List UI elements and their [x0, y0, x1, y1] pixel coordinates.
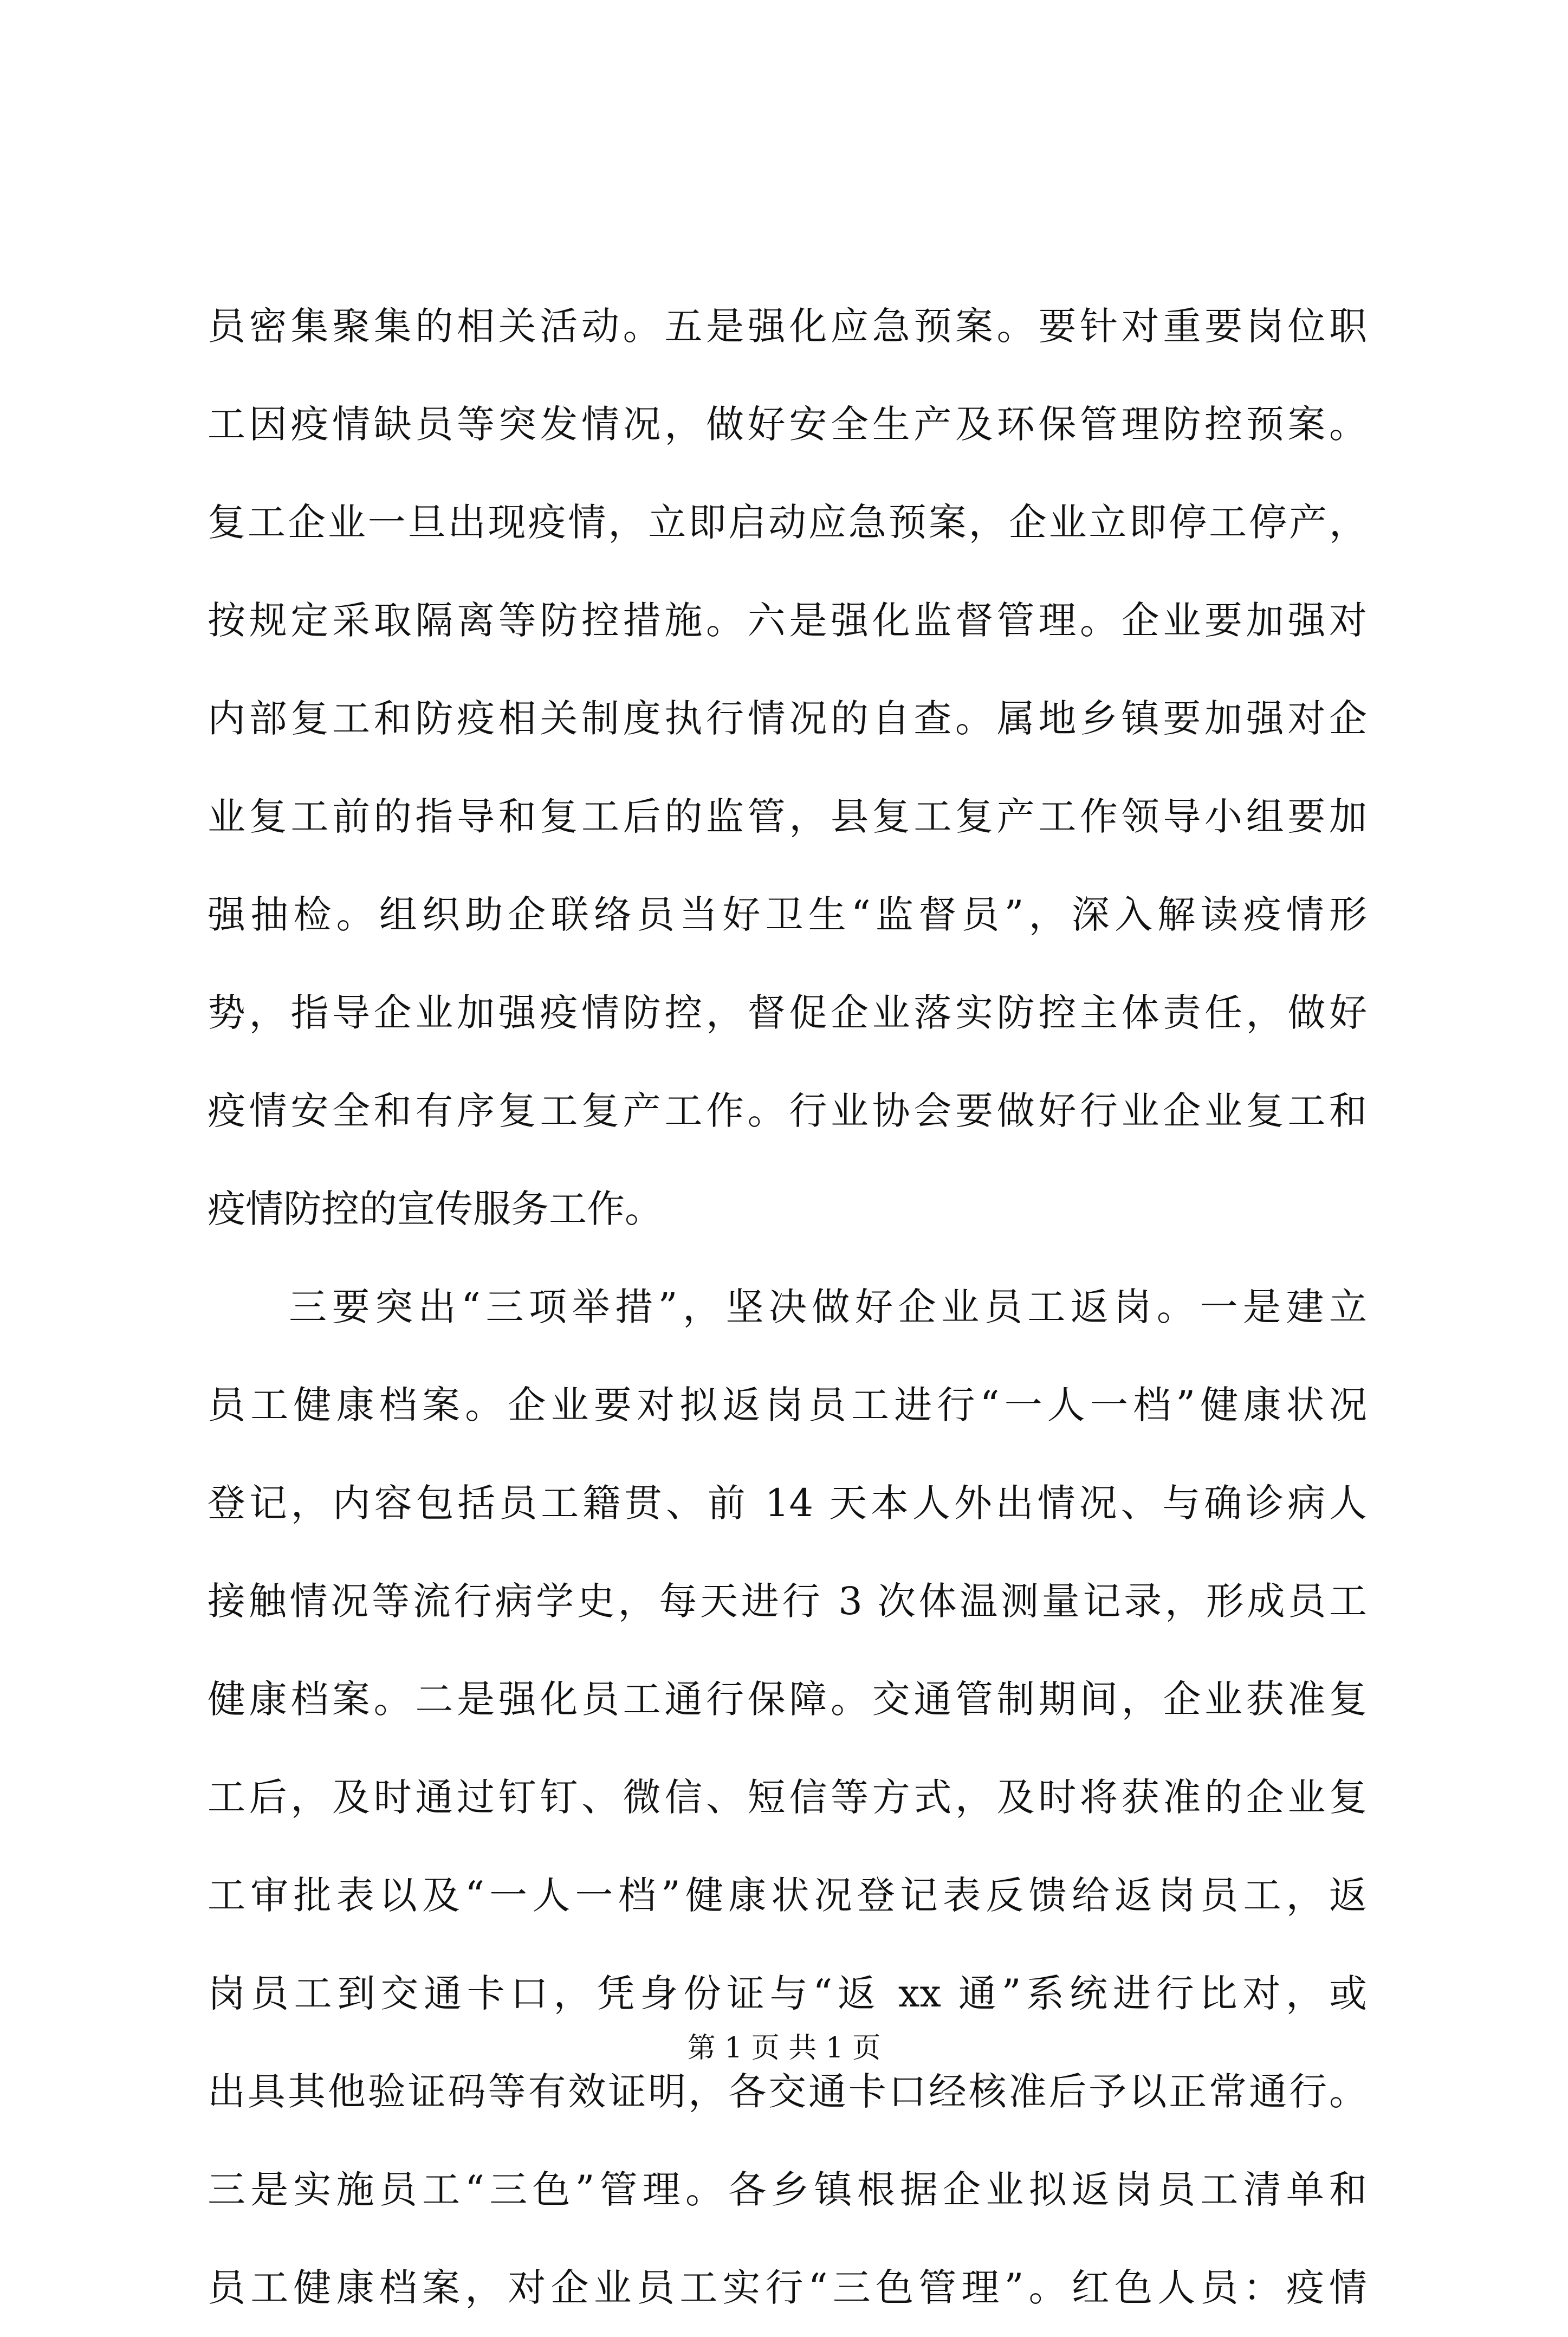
- text-line-paragraph-start: 三要突出“三项举措”，坚决做好企业员工返岗。一是建立: [289, 1285, 1367, 1329]
- text-line: 员工健康档案，对企业员工实行“三色管理”。红色人员：疫情: [208, 2265, 1367, 2310]
- text-line: 强抽检。组织助企联络员当好卫生“监督员”，深入解读疫情形: [208, 892, 1367, 937]
- text-line: 疫情安全和有序复工复产工作。行业协会要做好行业企业复工和: [208, 1089, 1367, 1133]
- text-line: 工审批表以及“一人一档”健康状况登记表反馈给返岗员工，返: [208, 1873, 1367, 1918]
- text-line: 员密集聚集的相关活动。五是强化应急预案。要针对重要岗位职: [208, 304, 1367, 348]
- text-line: 接触情况等流行病学史，每天进行 3 次体温测量记录，形成员工: [208, 1579, 1367, 1623]
- text-line: 内部复工和防疫相关制度执行情况的自查。属地乡镇要加强对企: [208, 696, 1367, 741]
- text-line: 工后，及时通过钉钉、微信、短信等方式，及时将获准的企业复: [208, 1775, 1367, 1820]
- text-line: 健康档案。二是强化员工通行保障。交通管制期间，企业获准复: [208, 1677, 1367, 1721]
- text-line: 按规定采取隔离等防控措施。六是强化监督管理。企业要加强对: [208, 598, 1367, 643]
- text-line: 业复工前的指导和复工后的监管，县复工复产工作领导小组要加: [208, 794, 1367, 839]
- text-line-paragraph-end: 疫情防控的宣传服务工作。: [208, 1187, 663, 1231]
- text-line: 员工健康档案。企业要对拟返岗员工进行“一人一档”健康状况: [208, 1383, 1367, 1427]
- text-line: 出具其他验证码等有效证明，各交通卡口经核准后予以正常通行。: [208, 2069, 1367, 2114]
- text-line: 工因疫情缺员等突发情况，做好安全生产及环保管理防控预案。: [208, 402, 1367, 446]
- document-body: [208, 277, 1367, 2337]
- text-line: 岗员工到交通卡口，凭身份证与“返 xx 通”系统进行比对，或: [208, 1971, 1367, 2016]
- text-line: 势，指导企业加强疫情防控，督促企业落实防控主体责任，做好: [208, 991, 1367, 1035]
- page-number-footer: 第 1 页 共 1 页: [687, 2032, 881, 2064]
- text-line: 登记，内容包括员工籍贯、前 14 天本人外出情况、与确诊病人: [208, 1481, 1367, 1525]
- text-line: 三是实施员工“三色”管理。各乡镇根据企业拟返岗员工清单和: [208, 2167, 1367, 2212]
- text-line: 复工企业一旦出现疫情，立即启动应急预案，企业立即停工停产，: [208, 500, 1367, 545]
